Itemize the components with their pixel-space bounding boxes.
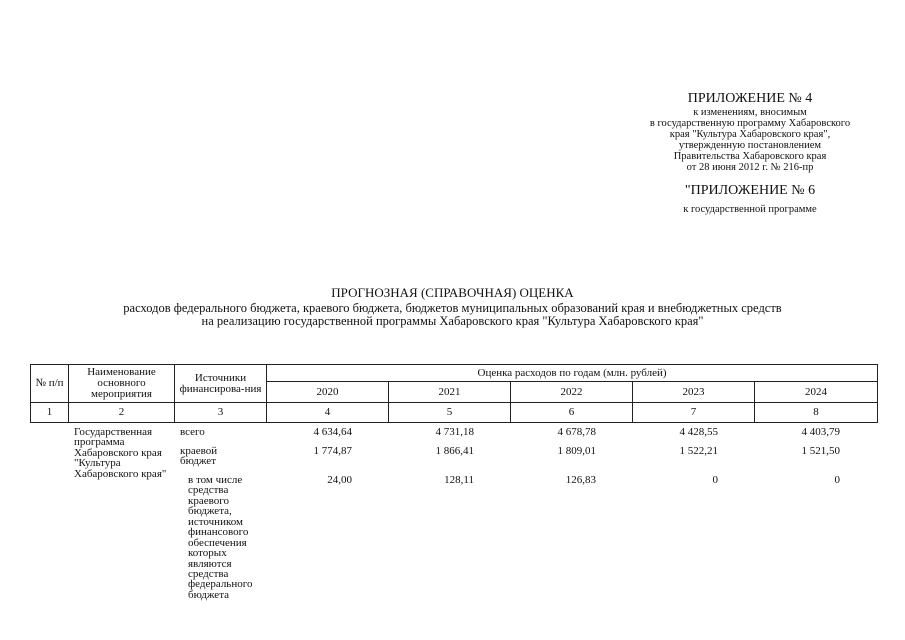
source-federal-part: в том числе средства краевого бюджета, источником финансового обеспечения которых являются средства федерального бюджета <box>188 474 253 601</box>
appendix-4-block <box>600 92 900 173</box>
column-number: 6 <box>511 403 633 423</box>
value-cell: 0 <box>834 474 840 486</box>
appendix-4-title: ПРИЛОЖЕНИЕ № 4 <box>687 91 813 106</box>
value-cell: 1 774,87 <box>313 445 352 457</box>
header-year: 2023 <box>633 382 755 403</box>
column-number: 8 <box>755 403 878 423</box>
header-num: № п/п <box>31 365 69 403</box>
appendix-4-line: от 28 июня 2012 г. № 216-пр <box>686 161 814 173</box>
column-number: 7 <box>633 403 755 423</box>
header-year: 2022 <box>511 382 633 403</box>
value-cell: 1 521,50 <box>801 445 840 457</box>
program-name: Государственная программа Хабаровского края "Культура Хабаровского края" <box>74 426 167 480</box>
value-cell: 4 634,64 <box>313 426 352 438</box>
value-cell: 4 403,79 <box>801 426 840 438</box>
column-number: 1 <box>31 403 69 423</box>
column-number: 3 <box>175 403 267 423</box>
header-name: Наименование основного мероприятия <box>69 365 175 403</box>
header-source: Источники финансирова-ния <box>175 365 267 403</box>
document-title: ПРОГНОЗНАЯ (СПРАВОЧНАЯ) ОЦЕНКА <box>331 285 574 300</box>
appendix-4-line: в государственную программу Хабаровского <box>649 117 851 129</box>
value-cell: 4 731,18 <box>435 426 474 438</box>
document-subtitle <box>0 302 905 328</box>
subtitle-line-1: расходов федерального бюджета, краевого бюджета, бюджетов муниципальных образований края и внебюджетных средств <box>123 301 782 315</box>
value-cell: 0 <box>712 474 718 486</box>
header-year: 2021 <box>389 382 511 403</box>
appendix-4-line: края "Культура Хабаровского края", <box>669 128 831 140</box>
value-cell: 24,00 <box>327 474 352 486</box>
appendix-6-title: "ПРИЛОЖЕНИЕ № 6 <box>684 183 816 198</box>
appendix-4-line: Правительства Хабаровского края <box>673 150 827 162</box>
value-cell: 1 809,01 <box>557 445 596 457</box>
value-cell: 1 866,41 <box>435 445 474 457</box>
column-number: 2 <box>69 403 175 423</box>
value-cell: 126,83 <box>565 474 596 486</box>
header-estimate: Оценка расходов по годам (млн. рублей) <box>267 365 878 382</box>
appendix-6-line: к государственной программе <box>683 203 817 215</box>
value-cell: 1 522,21 <box>679 445 718 457</box>
header-year: 2024 <box>755 382 878 403</box>
estimate-table-header <box>30 364 878 423</box>
column-number: 4 <box>267 403 389 423</box>
value-cell: 4 428,55 <box>679 426 718 438</box>
value-cell: 4 678,78 <box>557 426 596 438</box>
source-regional: краевой бюджет <box>180 445 218 468</box>
appendix-4-line: утвержденную постановлением <box>678 139 822 151</box>
source-total: всего <box>180 426 205 438</box>
appendix-4-line: к изменениям, вносимым <box>693 106 807 118</box>
column-number: 5 <box>389 403 511 423</box>
appendix-6-block <box>600 184 900 215</box>
value-cell: 128,11 <box>444 474 474 486</box>
header-year: 2020 <box>267 382 389 403</box>
subtitle-line-2: на реализацию государственной программы Хабаровского края "Культура Хабаровского края" <box>201 314 704 329</box>
